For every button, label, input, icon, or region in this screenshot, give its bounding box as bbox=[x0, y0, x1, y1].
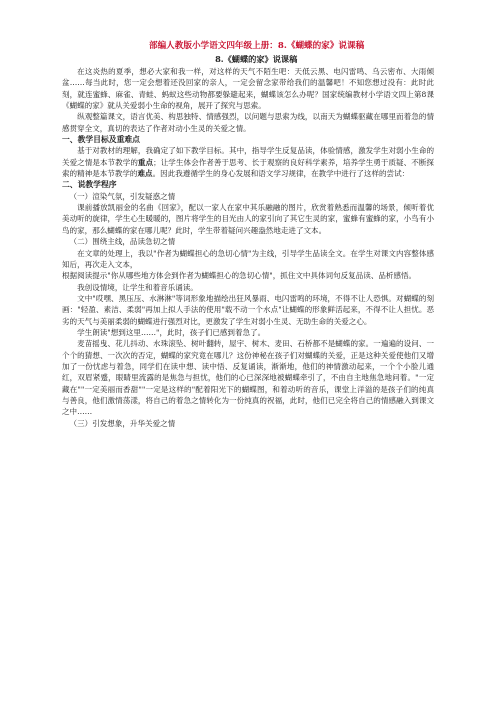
step-2-paragraph-6: 麦苗摇曳、花儿抖动、水珠滚坠、树叶翻转，屋宇、树木、麦田、石桥都不是蝴蝶的家。一遍遍的设问、一个个的猜想、一次次的否定，蝴蝶的家究竟在哪儿？这份神秘在孩子们对蝴蝶的关爱，正是这种关爱使他们又增加了一份忧虑与着急，同学们在读中想、读中悟、反复诵读，渐渐地，他们的神情激动起来，一个个小脸儿通红，双眉紧蹙，眼睛里流露的是焦急与担忧，他们的心已深深地被蝴蝶牵引了，不由自主地焦急地问着。"一定藏在""一定美丽而香甜""一定是这样的"配着阳光下的蝴蝶图，和着动听的音乐，课堂上洋溢的是孩子们的纯真与善良，他们激情荡漾，将自己的着急之情转化为一份纯真的祝福，此时，他们已完全将自己的情感融入到课文之中…… bbox=[62, 339, 434, 417]
step-2-paragraph-1: 在文章的处理上，我以"作者为蝴蝶担心的急切心情"为主线，引导学生品读全文。在学生对课文内容整体感知后，再次走入文本， bbox=[62, 248, 434, 269]
document-page bbox=[62, 40, 434, 429]
section-1-paragraph bbox=[62, 145, 434, 179]
step-2-paragraph-3: 我创设情境，让学生和着音乐诵读。 bbox=[77, 282, 198, 292]
key-point-label: 重点 bbox=[137, 157, 154, 167]
step-2-paragraph-5: 学生朗读"想到这里……"，此时，孩子们已感到着急了。 bbox=[77, 327, 266, 337]
document-subtitle: 8.《蝴蝶的家》说课稿 bbox=[215, 54, 298, 64]
step-3-heading: （三）引发想象，升华关爱之情 bbox=[69, 418, 176, 428]
section-1-text-b: ；让学生体会作者善于思考、长于观察的良好科学素养，培养学生勇于质疑、不断探索的精神是本节教学的 bbox=[62, 157, 434, 179]
step-2-heading: （二）围绕主线，品读急切之情 bbox=[69, 237, 176, 247]
document-title: 部编人教版小学语文四年级上册：8.《蝴蝶的家》说课稿 bbox=[148, 41, 365, 51]
section-1-heading: 一、教学目标及重难点 bbox=[62, 135, 140, 145]
section-2-heading: 二、说教学程序 bbox=[62, 180, 117, 190]
section-1-text-a: 基于对教材的理解，我确定了如下教学目标。其中，指导学生反复品读，体验情感，激发学生对弱小生命的关爱之情是本节教学的 bbox=[62, 146, 434, 167]
step-1-heading: （一）渲染气氛，引发疑惑之情 bbox=[69, 191, 176, 201]
intro-paragraph-2: 纵观整篇课文，语言优美、构思独特、情感强烈，以问题与思索为线，以南天为蝴蝶驱藏在哪里而着急的情感贯穿全文，真切的表达了作者对动小生灵的关爱之情。 bbox=[62, 112, 434, 133]
section-1-text-c: 。因此我遵循学生的身心发展和语文学习规律，在教学中进行了这样的尝试： bbox=[152, 169, 410, 179]
step-1-paragraph: 课前播放凯丽金的名曲《回家》，配以一家人在家中其乐融融的图片，欣赏着熟悉而温馨的场景，倾听着优美动听的旋律，学生心生暖暖的，图片将学生的目光由人的家引向了其它生灵的家，蜜蜂有蜜蜂的家，小鸟有小鸟的家，那么蝴蝶的家在哪儿呢？此时，学生带着疑问兴趣盎然地走进了文本。 bbox=[62, 203, 434, 235]
step-2-paragraph-4: 文中"哎嘿、黑压压、水淋淋"等词形象地描绘出狂风暴雨、电闪雷鸣的环境，不得不让人恐惧。对蝴蝶的刻画："轻盈、素洁、柔弱"再加上拟人手法的使用"载不动一个水点"让蝴蝶的形象鲜活起来，不得不让人担忧。恶劣的天气与美丽柔弱的蝴蝶进行强烈对比，更激发了学生对弱小生灵、无助生命的关爱之心。 bbox=[62, 293, 434, 326]
difficult-point-label: 难点 bbox=[137, 169, 153, 179]
intro-paragraph: 在这炎热的夏季，想必大家和我一样，对这样的天气不陌生吧：天低云黑、电闪雷鸣、乌云密布、大雨倾盆……每当此时，您一定会想着还没回家的亲人，一定会留念家带给我们的温馨吧！不知您想过没有：此时此刻，就连蜜蜂、麻雀、青蛙、蚂蚁这些动物都要躲避起来，蝴蝶该怎么办呢？国家统编教材小学语文四上第8课《蝴蝶的家》就从关爱弱小生命的视角，展开了探究与思索。 bbox=[62, 67, 434, 111]
step-2-paragraph-2: 根据阅读提示"你从哪些地方体会到作者为蝴蝶担心的急切心情"，抓住文中具体词句反复品读、品析感悟。 bbox=[62, 271, 417, 281]
